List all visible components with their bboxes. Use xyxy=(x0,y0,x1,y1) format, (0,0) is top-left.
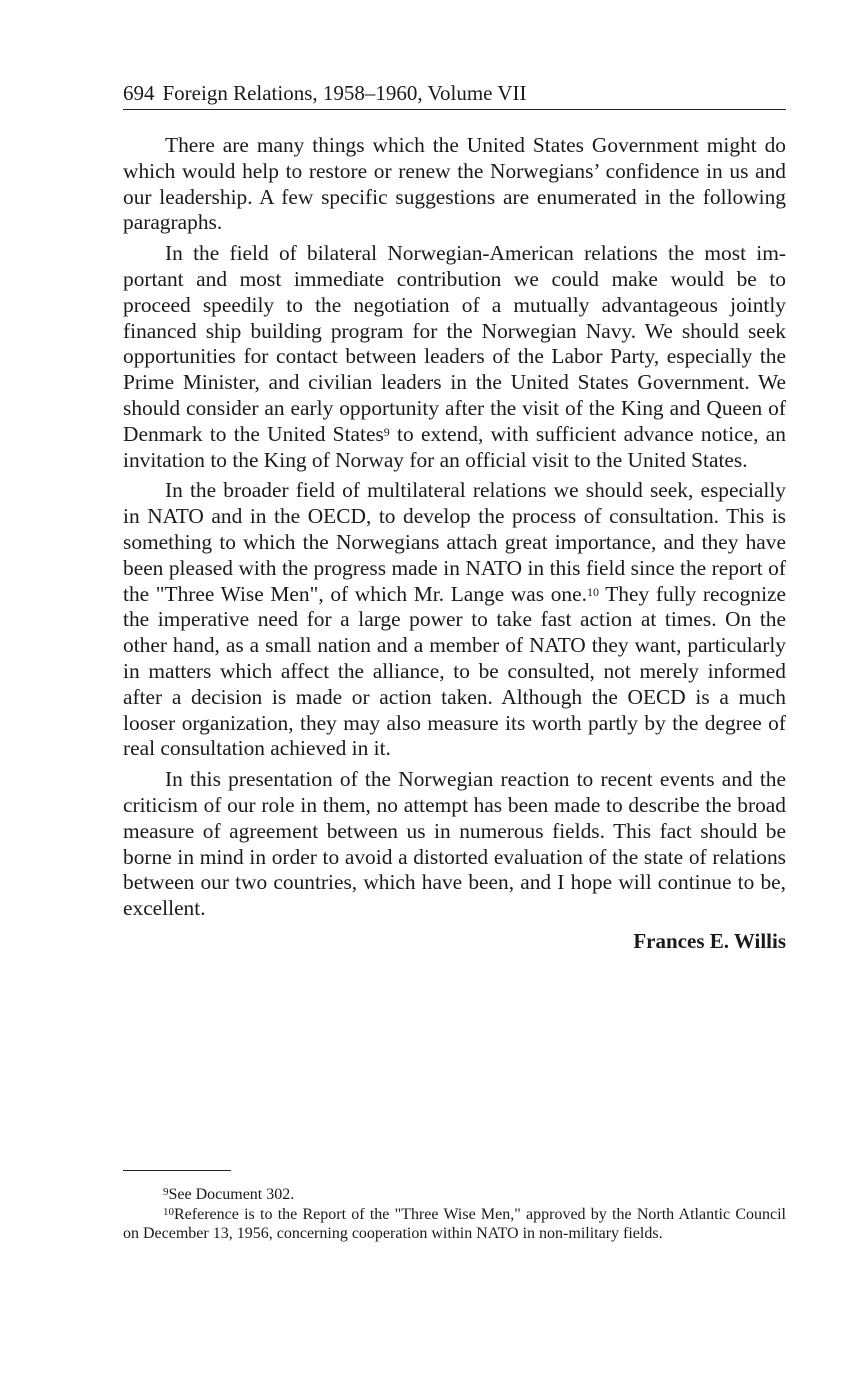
footnote-reference: 10 xyxy=(586,584,599,599)
signature: Frances E. Willis xyxy=(633,928,786,953)
footnotes-section xyxy=(123,1170,786,1244)
running-title: Foreign Relations, 1958–1960, Volume VII xyxy=(162,81,527,105)
footnote-text: See Document 302. xyxy=(168,1186,295,1203)
paragraph-text: In the field of bilateral Norwegian-American relations the most important and most immediate contribution we could make would be to proceed speedily to the negotiation of a mutually advantageous jointly financed ship building program for the Norwegian Navy. We should seek opportunities for contact between leaders of the Labor Party, especially the Prime Minister, and civilian leaders in the United States Government. We should consider an early opportunity after the visit of the King and Queen of Denmark to the United States xyxy=(123,241,786,446)
page-number: 694 xyxy=(123,81,155,105)
paragraph-text: There are many things which the United States Government might do which would help to restore or renew the Norwegians’ confidence in us and our leadership. A few specific suggestions are enumerated in the following paragraphs. xyxy=(123,133,786,235)
footnote xyxy=(123,1185,786,1204)
footnote-reference: 9 xyxy=(383,424,390,439)
paragraph-suggestions-intro xyxy=(123,133,786,236)
paragraph-text: In this presentation of the Norwegian reaction to recent events and the criticism of our role in them, no attempt has been made to describe the broad measure of agreement between us in numerous fields. This fact should be borne in mind in order to avoid a distorted evaluation of the state of relations between our two countries, which have been, and I hope will continue to be, excellent. xyxy=(123,767,786,921)
paragraph-text: to extend, with sufficient advance notice, an invitation to the King of Norway for an official visit to the United States. xyxy=(123,421,786,472)
footnote-text: Reference is to the Report of the "Three Wise Men," approved by the North Atlantic Council on December 13, 1956, concerning cooperation within NATO in non-military fields. xyxy=(123,1206,786,1242)
paragraph-conclusion xyxy=(123,767,786,922)
paragraph-multilateral-relations xyxy=(123,478,786,762)
paragraph-bilateral-relations xyxy=(123,241,786,473)
footnote xyxy=(123,1205,786,1243)
footnote-mark: 10 xyxy=(163,1206,174,1218)
footnote-mark: 9 xyxy=(163,1186,169,1198)
footnote-divider xyxy=(123,1170,231,1171)
paragraph-text: They fully recognize the imperative need for a large power to take fast action at times. On the other hand, as a small nation and a member of NATO they want, particularly in matters which affect the alliance, to be consulted, not merely informed after a decision is made or action taken. Although the OECD is a much looser organization, they may also measure its worth partly by the degree of real consultation achieved in it. xyxy=(123,581,786,761)
running-header xyxy=(123,80,786,110)
body-text xyxy=(123,133,786,954)
paragraph-text: In the broader field of multilateral relations we should seek, especially in NATO and in the OECD, to develop the process of consultation. This is something to which the Norwegians attach great importance, and they have been pleased with the progress made in NATO in this field since the report of the "Three Wise Men", of which Mr. Lange was one. xyxy=(123,478,786,606)
document-page xyxy=(123,80,786,954)
